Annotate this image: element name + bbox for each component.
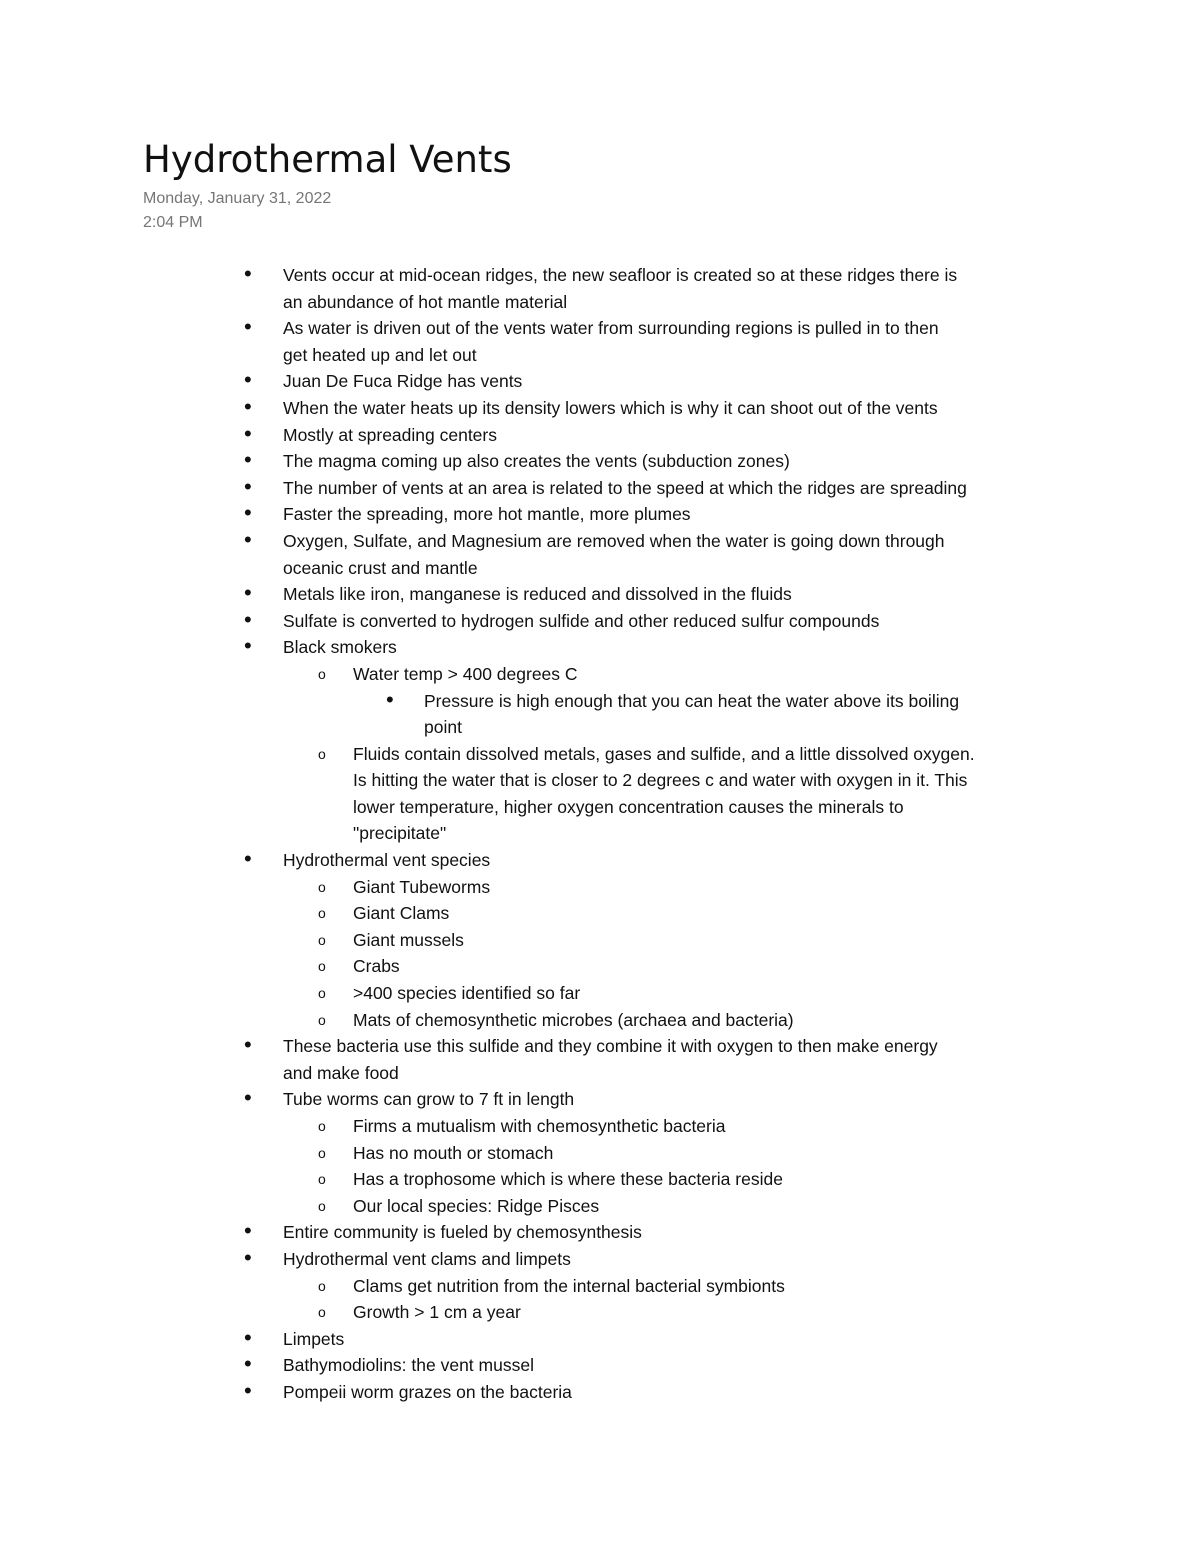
list-item (0, 1007, 1200, 1034)
item-text: Giant mussels (353, 929, 464, 950)
list-item (0, 1352, 1200, 1379)
item-text: Bathymodiolins: the vent mussel (283, 1355, 534, 1376)
item-text: The number of vents at an area is related to the speed at which the ridges are spreading (283, 477, 967, 498)
circle-bullet-icon: o (318, 985, 326, 1002)
circle-bullet-icon: o (318, 1144, 326, 1161)
bullet-icon: • (244, 1244, 252, 1270)
bullet-icon: • (244, 1032, 252, 1058)
bullet-icon: • (244, 314, 252, 340)
item-text: Has no mouth or stomach (353, 1142, 554, 1163)
page-title: Hydrothermal Vents (143, 138, 512, 181)
list-item (0, 980, 1200, 1007)
bullet-icon: • (244, 633, 252, 659)
item-text: Hydrothermal vent clams and limpets (283, 1248, 571, 1269)
bullet-icon: • (244, 473, 252, 499)
bullet-icon: • (386, 686, 394, 712)
item-text: Crabs (353, 956, 400, 977)
item-text: Firms a mutualism with chemosynthetic bacteria (353, 1116, 726, 1136)
bullet-icon: • (244, 500, 252, 526)
list-item (0, 1273, 1200, 1300)
item-text: "precipitate" (353, 823, 447, 844)
list-item (0, 741, 1200, 847)
bullet-icon: • (244, 447, 252, 473)
item-text: When the water heats up its density lowers which is why it can shoot out of the vents (283, 397, 938, 418)
item-text: Hydrothermal vent species (283, 850, 491, 871)
item-text: Limpets (283, 1328, 345, 1349)
list-item (0, 608, 1200, 635)
list-item (0, 1246, 1200, 1273)
list-item (0, 900, 1200, 927)
list-item (0, 1140, 1200, 1167)
item-text: Sulfate is converted to hydrogen sulfide and other reduced sulfur compounds (283, 610, 880, 631)
list-item (0, 847, 1200, 874)
item-text: Giant Tubeworms (353, 876, 491, 897)
bullet-icon: • (244, 580, 252, 606)
notes-list (0, 262, 1200, 1406)
circle-bullet-icon: o (318, 1118, 326, 1134)
item-text: point (424, 717, 462, 738)
list-item (0, 661, 1200, 688)
bullet-icon: • (244, 606, 252, 632)
bullet-icon: • (244, 393, 252, 419)
list-item (0, 528, 1200, 581)
item-text: Growth > 1 cm a year (353, 1302, 521, 1323)
item-text: Mats of chemosynthetic microbes (archaea and bacteria) (353, 1009, 794, 1030)
item-text: Faster the spreading, more hot mantle, more plumes (283, 504, 691, 525)
list-item (0, 953, 1200, 980)
circle-bullet-icon: o (318, 878, 326, 895)
circle-bullet-icon: o (318, 1304, 326, 1321)
item-text: Oxygen, Sulfate, and Magnesium are removed when the water is going down through (283, 530, 945, 551)
item-text: Pressure is high enough that you can heat the water above its boiling (424, 690, 960, 711)
circle-bullet-icon: o (318, 1171, 326, 1188)
list-item (0, 1113, 1200, 1140)
item-text: an abundance of hot mantle material (283, 291, 568, 312)
item-text: and make food (283, 1062, 399, 1083)
item-text: Mostly at spreading centers (283, 424, 497, 445)
item-text: lower temperature, higher oxygen concentration causes the minerals to (353, 796, 904, 817)
list-item (0, 315, 1200, 368)
item-text: get heated up and let out (283, 344, 477, 365)
list-item (0, 874, 1200, 901)
item-text: Clams get nutrition from the internal bacterial symbionts (353, 1275, 785, 1296)
list-item (0, 395, 1200, 422)
item-text: Pompeii worm grazes on the bacteria (283, 1381, 572, 1402)
circle-bullet-icon: o (318, 905, 326, 922)
circle-bullet-icon: o (318, 665, 326, 682)
bullet-icon: • (244, 420, 252, 446)
item-text: Giant Clams (353, 903, 450, 924)
item-text: Metals like iron, manganese is reduced and dissolved in the fluids (283, 584, 792, 605)
bullet-icon: • (244, 261, 252, 286)
item-text: >400 species identified so far (353, 983, 581, 1004)
list-item (0, 1086, 1200, 1113)
item-text: These bacteria use this sulfide and they combine it with oxygen to then make energy (283, 1036, 938, 1057)
list-item (0, 475, 1200, 502)
item-text: Has a trophosome which is where these bacteria reside (353, 1169, 783, 1190)
item-text: Entire community is fueled by chemosynthesis (283, 1222, 642, 1243)
circle-bullet-icon: o (318, 1197, 326, 1214)
item-text: Our local species: Ridge Pisces (353, 1195, 600, 1216)
list-item (0, 1166, 1200, 1193)
list-item (0, 368, 1200, 395)
bullet-icon: • (244, 1377, 252, 1403)
circle-bullet-icon: o (318, 931, 326, 948)
circle-bullet-icon: o (318, 745, 326, 762)
list-item (0, 448, 1200, 475)
list-item (0, 501, 1200, 528)
circle-bullet-icon: o (318, 958, 326, 975)
bullet-icon: • (244, 526, 252, 552)
list-item (0, 581, 1200, 608)
item-text: As water is driven out of the vents water from surrounding regions is pulled in to then (283, 318, 939, 339)
list-item (0, 634, 1200, 661)
bullet-icon: • (244, 1324, 252, 1350)
item-text: oceanic crust and mantle (283, 557, 478, 578)
circle-bullet-icon: o (318, 1277, 326, 1294)
note-date: Monday, January 31, 2022 (143, 190, 332, 207)
bullet-icon: • (244, 1218, 252, 1244)
item-text: Is hitting the water that is closer to 2 degrees c and water with oxygen in it. This (353, 770, 968, 791)
bullet-icon: • (244, 1351, 252, 1377)
item-text: The magma coming up also creates the vents (subduction zones) (283, 451, 790, 472)
item-text: Tube worms can grow to 7 ft in length (283, 1089, 575, 1110)
list-item (0, 1379, 1200, 1406)
bullet-icon: • (244, 1085, 252, 1111)
list-item (0, 262, 1200, 315)
list-item (0, 927, 1200, 954)
bullet-icon: • (244, 367, 252, 393)
list-item (0, 688, 1200, 741)
list-item (0, 1299, 1200, 1326)
item-text: Vents occur at mid-ocean ridges, the new seafloor is created so at these ridges there is (283, 265, 958, 285)
item-text: Water temp > 400 degrees C (353, 663, 578, 684)
circle-bullet-icon: o (318, 1011, 326, 1028)
bullet-icon: • (244, 846, 252, 872)
list-item (0, 1193, 1200, 1220)
item-text: Black smokers (283, 637, 397, 658)
item-text: Juan De Fuca Ridge has vents (283, 371, 523, 392)
list-item (0, 1326, 1200, 1353)
list-item (0, 1219, 1200, 1246)
list-item (0, 1033, 1200, 1086)
item-text: Fluids contain dissolved metals, gases and sulfide, and a little dissolved oxygen. (353, 743, 975, 764)
list-item (0, 422, 1200, 449)
note-time: 2:04 PM (143, 214, 203, 231)
